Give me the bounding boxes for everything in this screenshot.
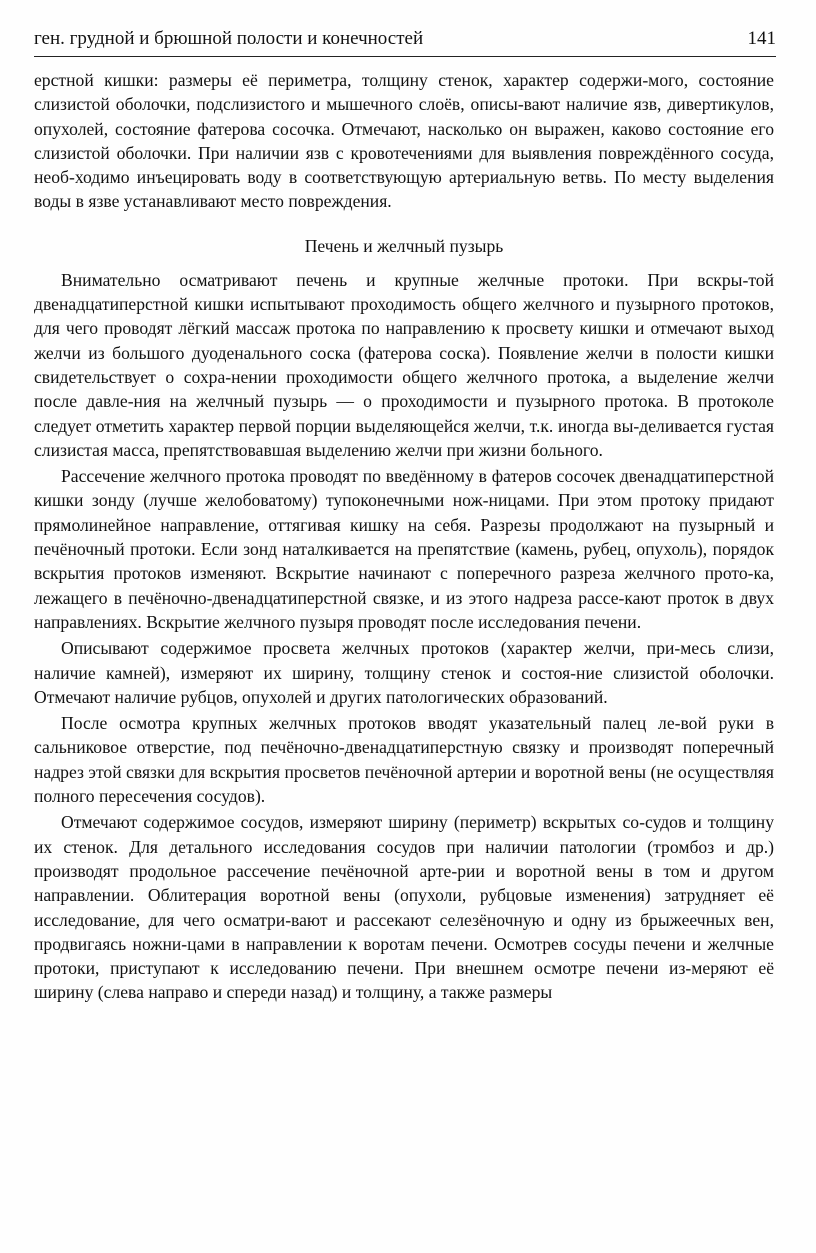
section-heading: Печень и желчный пузырь [304, 235, 504, 256]
section-paragraph-5: Отмечают содержимое сосудов, измеряют ширину (периметр) вскрытых со-судов и толщину их стенок. Для детального исследования сосудов при наличии патологии (тромбоз и др.) производят продольное рассечение печёночной арте-рии и воротной вены в том и другом направлении. Облитерация воротной вены (опухоли, рубцовые изменения) затрудняет её исследование, для чего осматри-вают и рассекают селезёночную и одну из брыжеечных вен, продвигаясь ножни-цами в направлении к воротам печени. Осмотрев сосуды печени и желчные протоки, приступают к исследованию печени. При внешнем осмотре печени из-меряют её ширину (слева направо и спереди назад) и толщину, а также размеры [34, 812, 774, 1003]
section-paragraph-1: Внимательно осматривают печень и крупные желчные протоки. При вскры-той двенадцатиперстной кишки испытывают проходимость общего желчного и пузырного протоков, для чего проводят лёгкий массаж протока по направлению к просвету кишки и отмечают выход желчи из большого дуоденального соска (фатерова соска). Появление желчи в полости кишки свидетельствует о сохра-нении проходимости общего желчного протока, а выделение желчи после давле-ния на желчный пузырь — о проходимости и пузырного протока. В протоколе следует отметить характер первой порции выделяющейся желчи, т.к. иногда вы-деливается густая слизистая масса, препятствовавшая выделению желчи при жизни больного. [34, 269, 774, 460]
section-paragraph-3: Описывают содержимое просвета желчных протоков (характер желчи, при-месь слизи, наличие камней), измеряют их ширину, толщину стенок и состоя-ние слизистой оболочки. Отмечают наличие рубцов, опухолей и других патологических образований. [34, 638, 774, 707]
intro-paragraph: ерстной кишки: размеры её периметра, толщину стенок, характер содержи-мого, состояние слизистой оболочки, подслизистого и мышечного слоёв, описы-вают наличие язв, дивертикулов, опухолей, состояние фатерова сосочка. Отмечают, насколько он выражен, каково состояние его слизистой оболочки. При наличии язв с кровотечениями для выявления повреждённого сосуда, необ-ходимо инъецировать воду в соответствующую артериальную ветвь. По месту выделения воды в язве устанавливают место повреждения. [34, 70, 774, 212]
section-paragraph-4: После осмотра крупных желчных протоков вводят указательный палец ле-вой руки в сальниковое отверстие, под печёночно-двенадцатиперстную связку и производят поперечный надрез этой связки для вскрытия просветов печёночной артерии и воротной вены (не осуществляя полного пересечения сосудов). [34, 713, 774, 807]
page-number: 141 [747, 28, 776, 49]
page-body [34, 68, 774, 1005]
header-rule [34, 56, 776, 57]
running-head-title: ген. грудной и брюшной полости и конечностей [34, 28, 424, 49]
section-paragraph-2: Рассечение желчного протока проводят по введённому в фатеров сосочек двенадцатиперстной кишки зонду (лучше желобоватому) тупоконечными нож-ницами. При этом протоку придают прямолинейное направление, оттягивая кишку на себя. Разрезы продолжают на пузырный и печёночный протоки. Если зонд наталкивается на препятствие (камень, рубец, опухоль), порядок вскрытия протоков изменяют. Вскрытие начинают с поперечного разреза желчного прото-ка, лежащего в печёночно-двенадцатиперстной связке, и из этого надреза рассе-кают проток в двух направлениях. Вскрытие желчного пузыря проводят после исследования печени. [34, 466, 774, 632]
running-head [34, 28, 776, 50]
